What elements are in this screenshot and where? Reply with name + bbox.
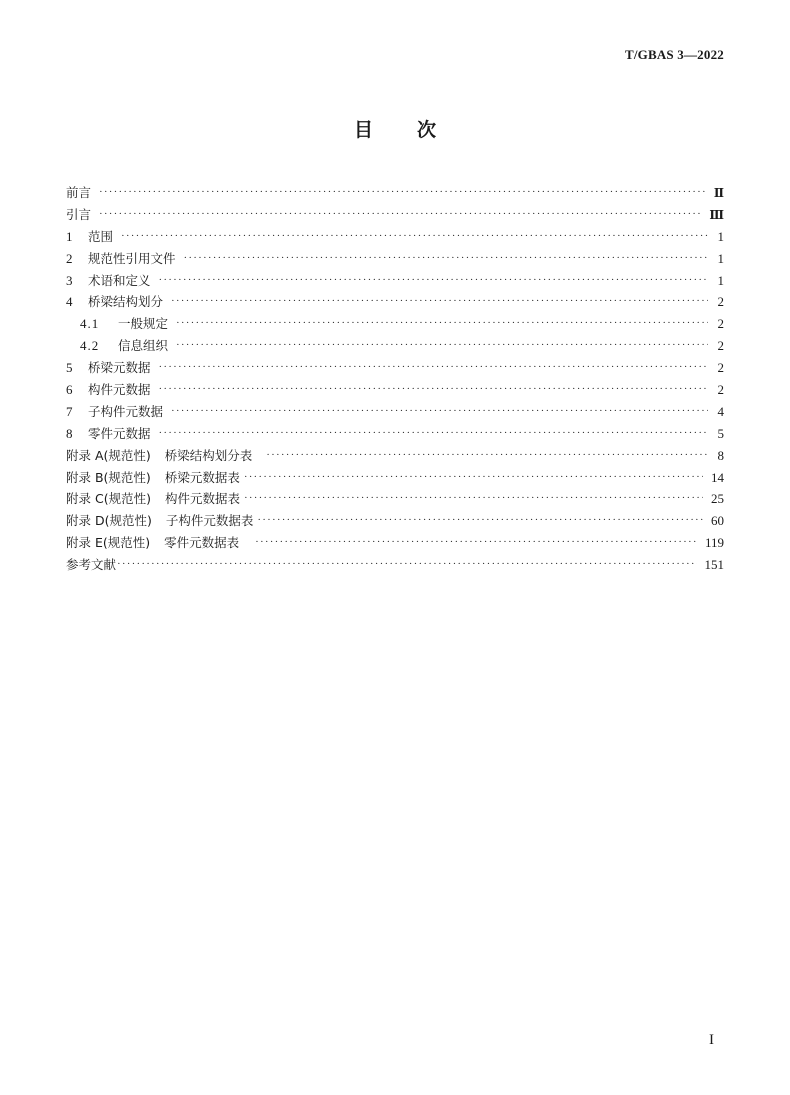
toc-page-number: 8 — [717, 447, 724, 463]
toc-entry-appendix-d[interactable] — [66, 510, 724, 532]
toc-number: 5 — [66, 360, 73, 376]
toc-page-number: 14 — [711, 469, 724, 485]
toc-appendix-prefix: 附录 B(规范性) — [66, 469, 151, 485]
dot-leader — [176, 335, 708, 357]
toc-page-number: 2 — [717, 338, 724, 354]
toc-label: 构件元数据 — [88, 382, 151, 398]
toc-entry-5[interactable] — [66, 357, 724, 379]
toc-page-number: Ⅲ — [709, 207, 724, 222]
toc-label: 零件元数据表 — [164, 535, 240, 551]
toc-entry-4[interactable] — [66, 291, 724, 313]
dot-leader — [266, 445, 708, 467]
toc-entry-foreword[interactable] — [66, 182, 724, 204]
toc-label: 子构件元数据表 — [165, 513, 254, 529]
toc-number: 3 — [66, 272, 73, 288]
toc-page-number: 1 — [717, 250, 724, 266]
toc-label: 术语和定义 — [88, 272, 151, 288]
toc-page-number: 2 — [717, 360, 724, 376]
dot-leader — [171, 291, 708, 313]
toc-label: 零件元数据 — [88, 425, 151, 441]
dot-leader — [257, 510, 703, 532]
toc-label: 信息组织 — [118, 338, 169, 354]
dot-leader — [159, 357, 708, 379]
toc-label: 子构件元数据 — [88, 403, 164, 419]
page-title — [0, 115, 790, 142]
toc-appendix-prefix: 附录 C(规范性) — [66, 491, 151, 507]
toc-label: 参考文献 — [66, 557, 117, 573]
toc-number: 7 — [66, 403, 73, 419]
dot-leader — [244, 467, 703, 489]
footer-page-number: I — [709, 1032, 714, 1048]
toc-entry-appendix-a[interactable] — [66, 445, 724, 467]
toc-number: 2 — [66, 250, 73, 266]
toc-page-number: 4 — [717, 403, 724, 419]
toc-number: 1 — [66, 228, 73, 244]
dot-leader — [121, 226, 708, 248]
dot-leader — [159, 423, 708, 445]
toc-page-number: 2 — [717, 316, 724, 332]
toc-entry-appendix-c[interactable] — [66, 488, 724, 510]
toc-label: 前言 — [66, 185, 92, 200]
toc-label: 规范性引用文件 — [88, 250, 176, 266]
toc-entry-3[interactable] — [66, 270, 724, 292]
toc-page-number: 1 — [717, 228, 724, 244]
toc-entry-introduction[interactable] — [66, 204, 724, 226]
toc-page-number: 151 — [704, 557, 724, 573]
toc-entry-7[interactable] — [66, 401, 724, 423]
toc-entry-8[interactable] — [66, 423, 724, 445]
toc-entry-1[interactable] — [66, 226, 724, 248]
dot-leader — [176, 313, 708, 335]
toc-number: 6 — [66, 382, 73, 398]
toc-number: 4.2 — [80, 338, 100, 354]
title-char-1: 目 — [353, 119, 373, 141]
dot-leader — [117, 554, 696, 576]
dot-leader — [184, 248, 708, 270]
toc-entry-4-2[interactable] — [66, 335, 724, 357]
document-code: T/GBAS 3—2022 — [624, 47, 724, 62]
toc-label: 桥梁结构划分 — [88, 294, 164, 310]
toc-page-number: 25 — [711, 491, 724, 507]
toc-entry-6[interactable] — [66, 379, 724, 401]
toc-label: 一般规定 — [118, 316, 169, 332]
toc-entry-bibliography[interactable] — [66, 554, 724, 576]
toc-number: 4 — [66, 294, 73, 310]
toc-page-number: 60 — [711, 513, 724, 529]
dot-leader — [159, 379, 708, 401]
toc-page-number: Ⅱ — [713, 186, 724, 200]
dot-leader — [255, 532, 697, 554]
title-char-2: 次 — [417, 119, 437, 141]
toc-page-number: 119 — [704, 535, 724, 551]
dot-leader — [244, 488, 703, 510]
toc-label: 构件元数据表 — [164, 491, 240, 507]
toc-label: 引言 — [66, 206, 92, 222]
toc-appendix-prefix: 附录 D(规范性) — [66, 513, 152, 529]
toc-number: 8 — [66, 425, 73, 441]
toc-label: 桥梁元数据表 — [164, 469, 240, 485]
toc-entry-appendix-b[interactable] — [66, 467, 724, 489]
toc-entry-appendix-e[interactable] — [66, 532, 724, 554]
table-of-contents — [66, 182, 724, 576]
toc-label: 桥梁元数据 — [88, 360, 151, 376]
toc-page-number: 1 — [717, 272, 724, 288]
toc-page-number: 2 — [717, 294, 724, 310]
toc-label: 范围 — [88, 228, 114, 244]
dot-leader — [159, 270, 708, 292]
toc-page-number: 2 — [717, 382, 724, 398]
dot-leader — [99, 182, 706, 204]
toc-number: 4.1 — [80, 316, 100, 332]
dot-leader — [99, 204, 701, 226]
toc-entry-2[interactable] — [66, 248, 724, 270]
toc-appendix-prefix: 附录 E(规范性) — [66, 535, 151, 551]
toc-page-number: 5 — [717, 425, 724, 441]
toc-label: 桥梁结构划分表 — [164, 447, 253, 463]
toc-appendix-prefix: 附录 A(规范性) — [66, 447, 151, 463]
toc-entry-4-1[interactable] — [66, 313, 724, 335]
dot-leader — [171, 401, 708, 423]
